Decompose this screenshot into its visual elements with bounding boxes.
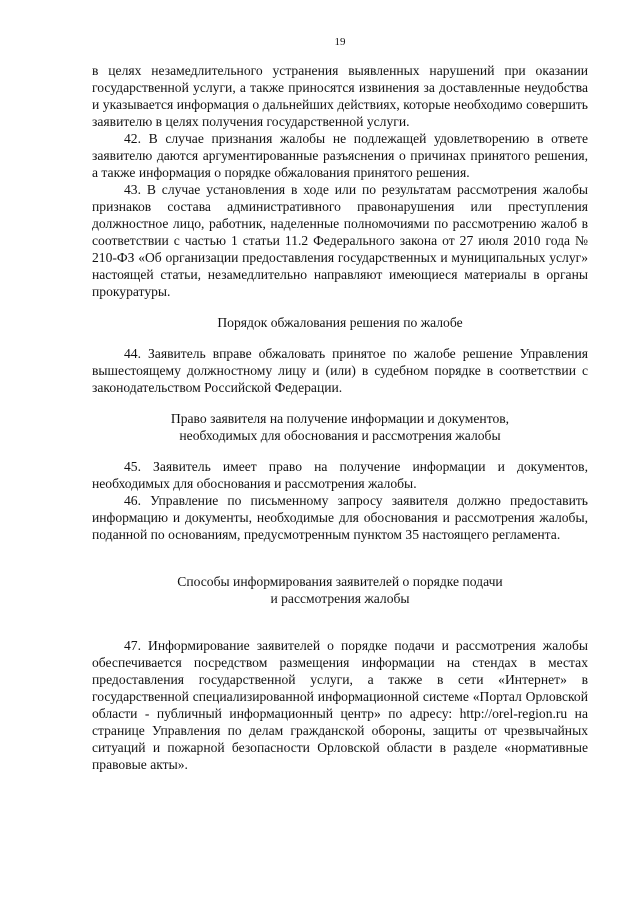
page-number: 19 xyxy=(334,36,346,48)
paragraph-continuation: в целях незамедлительного устранения выявленных нарушений при оказании государственной услуги, а также приносятся извинения за доставленные неудобства и указывается информация о дальнейших действиях, которые необходимо совершить заявителю в целях получения государственной услуги. xyxy=(92,63,588,129)
section-heading-appeal-decision xyxy=(92,314,588,331)
paragraph-44: 44. Заявитель вправе обжаловать принятое по жалобе решение Управления вышестоящему должностному лицу и (или) в судебном порядке в соответствии с законодательством Российской Федерации. xyxy=(92,346,588,395)
paragraph-45: 45. Заявитель имеет право на получение информации и документов, необходимых для обоснования и рассмотрения жалобы. xyxy=(92,459,588,491)
paragraph-43: 43. В случае установления в ходе или по результатам рассмотрения жалобы признаков состава административного правонарушения или преступления должностное лицо, работник, наделенные полномочиями по рассмотрению жалоб в соответствии с частью 1 статьи 11.2 Федерального закона от 27 июля 2010 года № 210-ФЗ «Об организации предоставления государственных и муниципальных услуг» настоящей статьи, незамедлительно направляют имеющиеся материалы в органы прокуратуры. xyxy=(92,182,588,299)
paragraph-42: 42. В случае признания жалобы не подлежащей удовлетворению в ответе заявителю даются аргументированные разъяснения о причинах принятого решения, а также информация о порядке обжалования принятого решения. xyxy=(92,131,588,180)
section-heading-line: необходимых для обоснования и рассмотрения жалобы xyxy=(179,428,501,443)
section-heading-line: Способы информирования заявителей о порядке подачи xyxy=(177,574,503,589)
section-heading-informing-methods xyxy=(92,573,588,607)
section-heading-applicant-rights xyxy=(92,410,588,444)
section-heading-line: и рассмотрения жалобы xyxy=(270,591,410,606)
section-heading-line: Порядок обжалования решения по жалобе xyxy=(217,315,463,330)
paragraph-46: 46. Управление по письменному запросу заявителя должно предоставить информацию и документы, необходимые для обоснования и рассмотрения жалобы, поданной по основаниям, предусмотренным пунктом 35 настоящего регламента. xyxy=(92,493,588,542)
paragraph-47: 47. Информирование заявителей о порядке подачи и рассмотрения жалобы обеспечивается посредством размещения информации на стендах в местах предоставления государственной услуги, а также в сети «Интернет» в государственной специализированной информационной системе «Портал Орловской области - публичный информационный центр» по адресу: http://orel-region.ru на странице Управления по делам гражданской обороны, защиты от чрезвычайных ситуаций и пожарной безопасности Орловской области в разделе «нормативные правовые акты». xyxy=(92,638,588,772)
section-heading-line: Право заявителя на получение информации и документов, xyxy=(170,411,510,426)
